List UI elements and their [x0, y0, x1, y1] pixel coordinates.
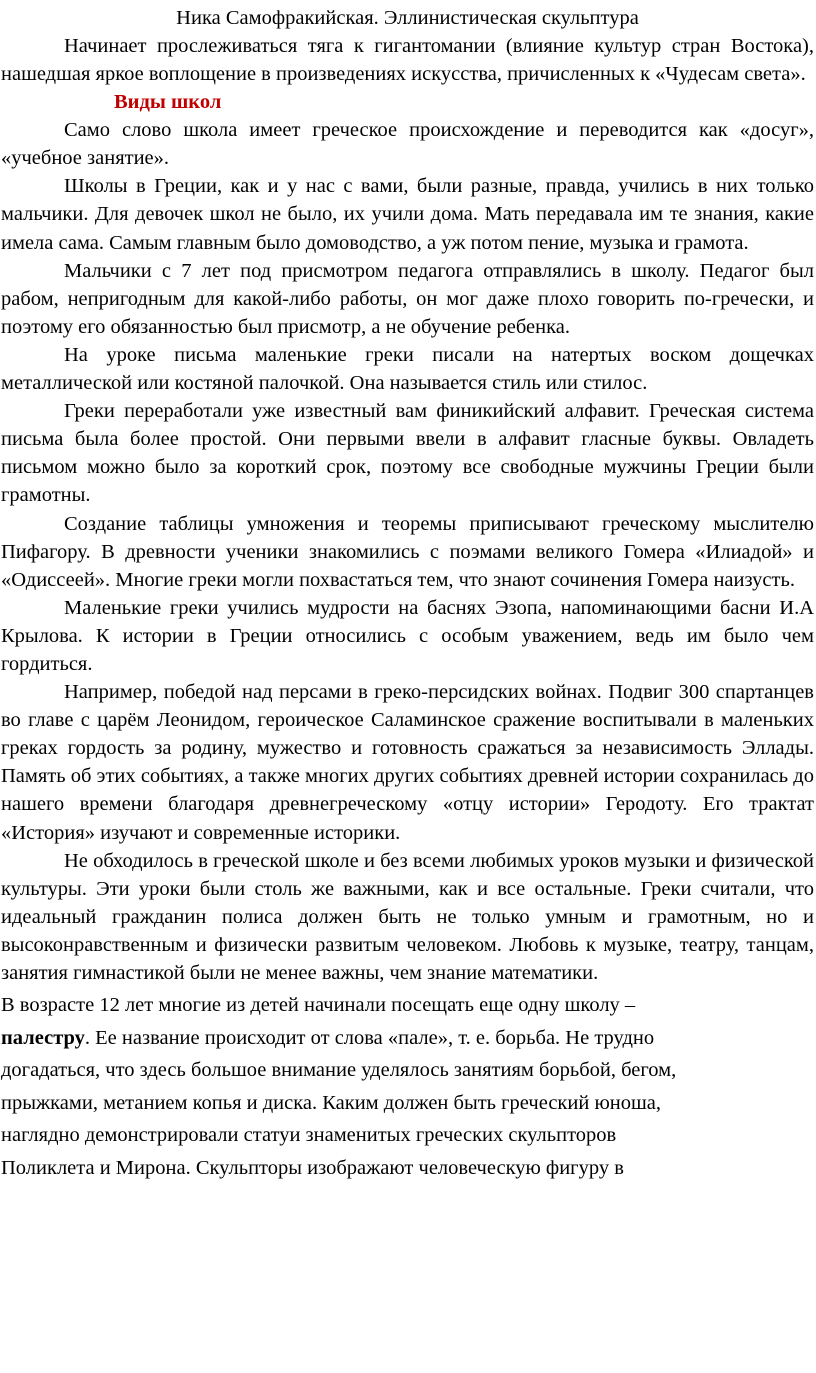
- tail-line: догадаться, что здесь большое внимание уделялось занятиям борьбой, бегом,: [1, 1059, 677, 1082]
- intro-paragraph: Начинает прослеживаться тяга к гигантомании (влияние культур стран Востока), нашедшая яркое воплощение в произведениях искусства, причисленных к «Чудесам света».: [1, 35, 814, 86]
- bold-term: палестру: [1, 1026, 85, 1049]
- paragraph: Например, победой над персами в греко-персидских войнах. Подвиг 300 спартанцев во главе с царём Леонидом, героическое Саламинское сражение воспитывали в маленьких греках гордость за родину, мужество и готовность сражаться за независимость Эллады. Память об этих событиях, а также многих других событиях древней истории сохранилась до нашего времени благодаря древнегреческому «отцу истории» Геродоту. Его трактат «История» изучают и современные историки.: [1, 681, 814, 844]
- paragraph: Маленькие греки учились мудрости на баснях Эзопа, напоминающими басни И.А Крылова. К истории в Греции относились с особым уважением, ведь им было чем гордиться.: [1, 596, 814, 675]
- tail-line: [1, 1022, 814, 1055]
- paragraph: Не обходилось в греческой школе и без всеми любимых уроков музыки и физической культуры. Эти уроки были столь же важными, как и все остальные. Греки считали, что идеальный гражданин полиса должен быть не только умным и грамотным, но и высоконравственным и физически развитым человеком. Любовь к музыке, театру, танцам, занятия гимнастикой были не менее важны, чем знание математики.: [1, 849, 814, 984]
- body-text: [1, 32, 814, 987]
- paragraph: На уроке письма маленькие греки писали на натертых воском дощечках металлической или костяной палочкой. Она называется стиль или стилос.: [1, 343, 814, 395]
- paragraph: Греки переработали уже известный вам финикийский алфавит. Греческая система письма была более простой. Они первыми ввели в алфавит гласные буквы. Овладеть письмом можно было за короткий срок, поэтому все свободные мужчины Греции были грамотны.: [1, 400, 814, 507]
- tail-line: Поликлета и Мирона. Скульпторы изображают человеческую фигуру в: [1, 1156, 624, 1179]
- paragraph: Само слово школа имеет греческое происхождение и переводится как «досуг», «учебное занятие».: [1, 119, 814, 170]
- image-caption: Ника Самофракийская. Эллинистическая скульптура: [176, 7, 639, 29]
- section-heading: Виды школ: [114, 91, 222, 114]
- tail-line: прыжками, метанием копья и диска. Каким должен быть греческий юноша,: [1, 1091, 661, 1114]
- paragraph: Мальчики с 7 лет под присмотром педагога отправлялись в школу. Педагог был рабом, непригодным для какой-либо работы, он мог даже плохо говорить по-гречески, и поэтому его обязанностью был присмотр, а не обучение ребенка.: [1, 259, 814, 338]
- tail-line-rest: . Ее название происходит от слова «пале», т. е. борьба. Не трудно: [84, 1026, 655, 1049]
- paragraph: Школы в Греции, как и у нас с вами, были разные, правда, учились в них только мальчики. Для девочек школ не было, их учили дома. Мать передавала им те знания, какие имела сама. Самым главным было домоводство, а уж потом пение, музыка и грамота.: [1, 175, 814, 254]
- tail-line: В возрасте 12 лет многие из детей начинали посещать еще одну школу –: [1, 994, 636, 1017]
- tail-line: наглядно демонстрировали статуи знаменитых греческих скульпторов: [1, 1124, 617, 1147]
- paragraph: Создание таблицы умножения и теоремы приписывают греческому мыслителю Пифагору. В древности ученики знакомились с поэмами великого Гомера «Илиадой» и «Одиссеей». Многие греки могли похвастаться тем, что знают сочинения Гомера наизусть.: [1, 512, 814, 591]
- tail-paragraph: [1, 987, 814, 1184]
